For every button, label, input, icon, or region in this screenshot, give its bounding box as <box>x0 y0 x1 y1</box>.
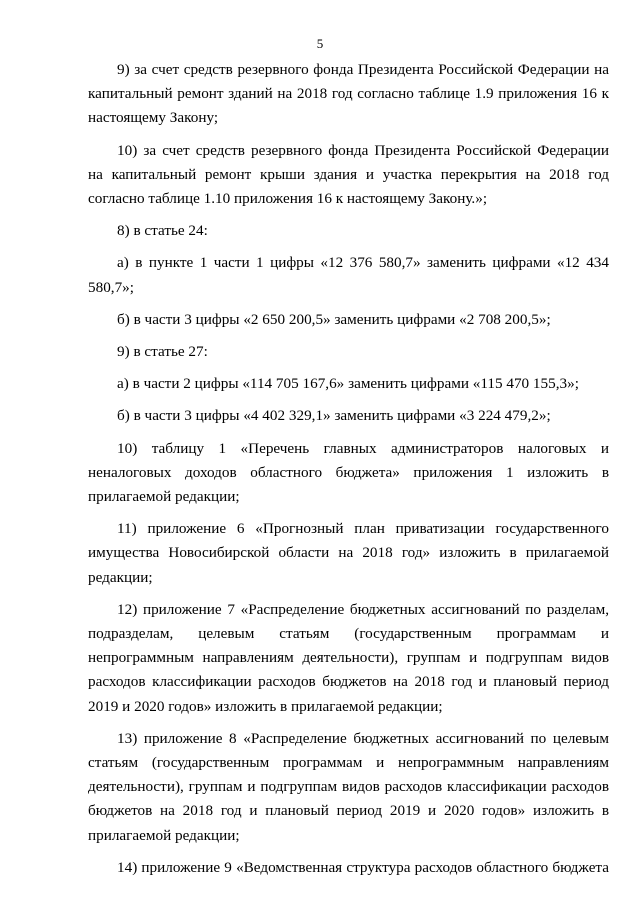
paragraph: 9) в статье 27: <box>117 343 208 361</box>
paragraph: б) в части 3 цифры «2 650 200,5» заменить цифрами «2 708 200,5»; <box>117 310 551 328</box>
paragraph: 10) за счет средств резервного фонда Президента Российской Федерации на капитальный ремонт крыши здания и участка перекрытия на 2018 год согласно таблице 1.10 приложения 16 к настоящему Закону.»; <box>88 141 609 208</box>
paragraph: 12) приложение 7 «Распределение бюджетных ассигнований по разделам, подразделам, целевым статьям (государственным программам и непрограммным направлениям деятельности), группам и подгруппам видов расходов классификации расходов бюджетов на 2018 год и плановый период 2019 и 2020 годов» изложить в прилагаемой редакции; <box>88 600 609 715</box>
paragraph: 11) приложение 6 «Прогнозный план приватизации государственного имущества Новосибирской области на 2018 год» изложить в прилагаемой редакции; <box>88 520 609 586</box>
paragraph: 14) приложение 9 «Ведомственная структура расходов областного бюджета <box>117 858 609 876</box>
paragraph: 8) в статье 24: <box>117 222 208 240</box>
paragraph: 10) таблицу 1 «Перечень главных администраторов налоговых и неналоговых доходов областного бюджета» приложения 1 изложить в прилагаемой редакции; <box>88 439 609 506</box>
paragraph: а) в пункте 1 части 1 цифры «12 376 580,7» заменить цифрами «12 434 580,7»; <box>88 254 609 296</box>
document-body <box>88 58 609 880</box>
paragraph: 9) за счет средств резервного фонда Президента Российской Федерации на капитальный ремонт зданий на 2018 год согласно таблице 1.9 приложения 16 к настоящему Закону; <box>88 61 609 127</box>
page-number: 5 <box>316 36 324 51</box>
paragraph: б) в части 3 цифры «4 402 329,1» заменить цифрами «3 224 479,2»; <box>117 407 551 425</box>
paragraph: а) в части 2 цифры «114 705 167,6» заменить цифрами «115 470 155,3»; <box>117 375 579 393</box>
paragraph: 13) приложение 8 «Распределение бюджетных ассигнований по целевым статьям (государственным программам и непрограммным направлениям деятельности), группам и подгруппам видов расходов классификации расходов бюджетов на 2018 год и плановый период 2019 и 2020 годов» изложить в прилагаемой редакции; <box>88 729 609 844</box>
